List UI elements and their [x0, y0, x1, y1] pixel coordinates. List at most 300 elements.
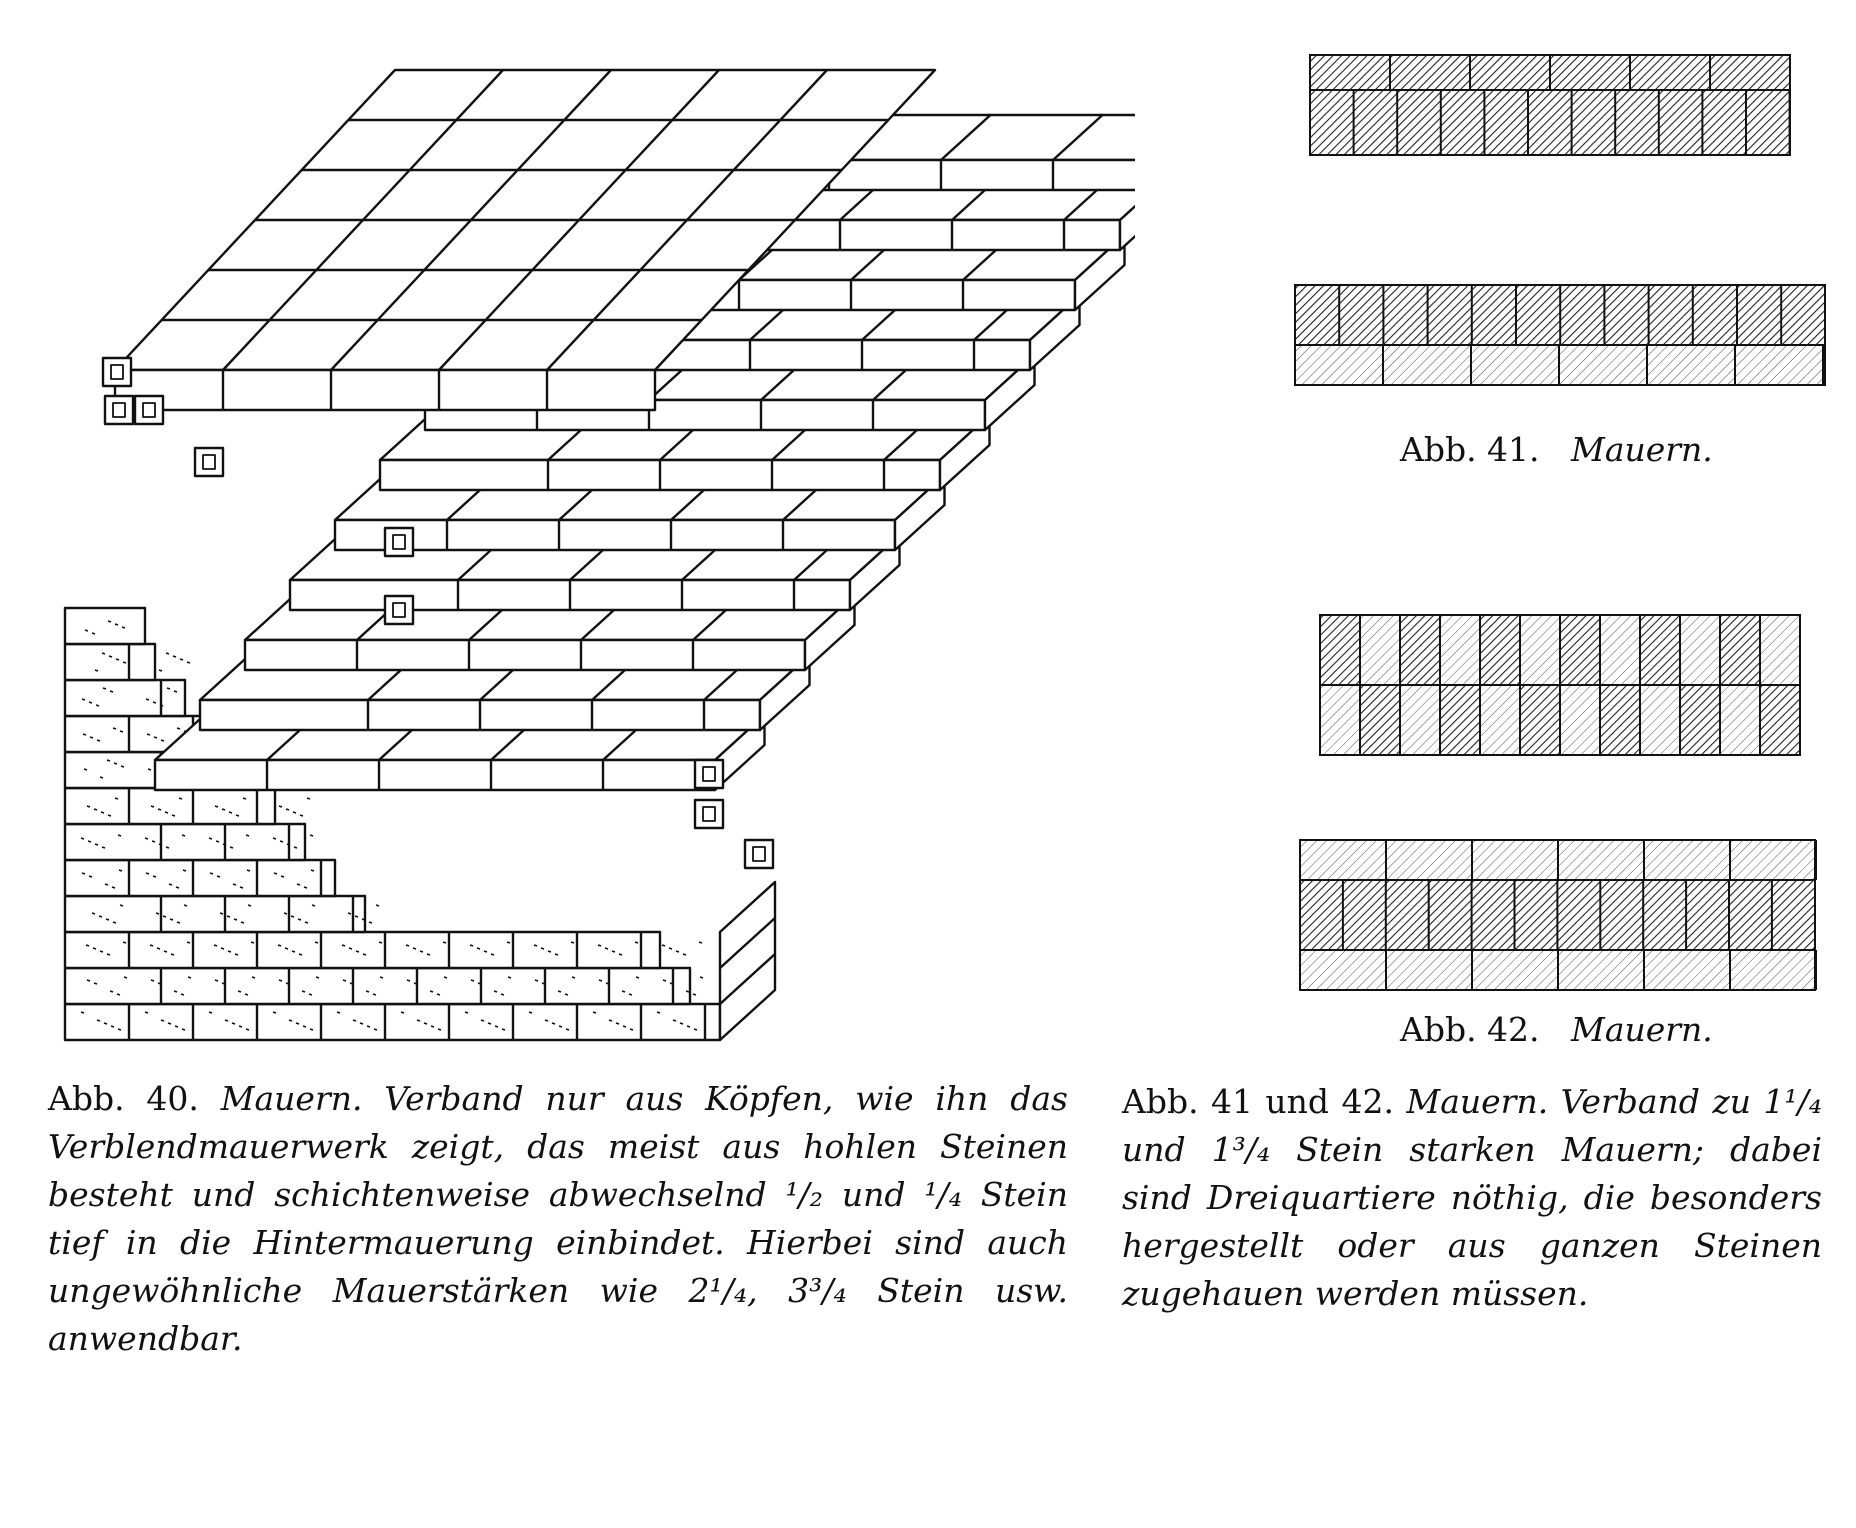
stone-texture — [89, 876, 92, 877]
stone-texture — [122, 627, 125, 628]
caption-figures-41-42 — [1122, 1078, 1822, 1318]
stone-texture — [298, 919, 301, 920]
stone-texture — [112, 887, 115, 888]
stone-texture — [116, 659, 119, 660]
stone-texture — [630, 1029, 633, 1030]
stone-texture — [220, 913, 223, 914]
stone-texture — [657, 1012, 660, 1013]
stone-texture — [484, 951, 487, 952]
stone-texture — [154, 737, 157, 738]
stone-texture — [174, 991, 177, 992]
brick-course — [65, 608, 145, 644]
stone-texture — [593, 1012, 596, 1013]
stone-texture — [700, 977, 703, 978]
stone-texture — [349, 948, 352, 949]
stone-texture — [232, 1023, 235, 1024]
stone-texture — [683, 954, 686, 955]
stone-texture — [151, 806, 154, 807]
stone-texture — [123, 942, 126, 943]
stone-texture — [284, 913, 287, 914]
stone-texture — [279, 806, 282, 807]
stone-texture — [120, 731, 123, 732]
stone-texture — [156, 913, 159, 914]
stone-texture — [417, 1020, 420, 1021]
stone-texture — [310, 1029, 313, 1030]
stone-texture — [230, 847, 233, 848]
stone-texture — [114, 763, 117, 764]
stone-texture — [373, 994, 376, 995]
stone-texture — [229, 812, 232, 813]
stone-texture — [443, 942, 446, 943]
stone-texture — [124, 977, 127, 978]
caption-body: Mauern. Verband zu 1¹/₄ und 1³/₄ Stein starken Mauern; dabei sind Dreiquartiere nöthig, die besonders hergestellt oder aus ganzen Steinen zugehauen werden müssen. — [1122, 1082, 1822, 1313]
stone-texture — [414, 983, 417, 984]
stone-texture — [95, 844, 98, 845]
stone-texture — [158, 983, 161, 984]
stone-texture — [150, 945, 153, 946]
stone-texture — [673, 1020, 676, 1021]
stone-texture — [209, 1012, 212, 1013]
figure-number: Abb. 41. — [1400, 430, 1540, 469]
brick-row — [65, 932, 660, 968]
stone-texture — [233, 884, 236, 885]
stone-texture — [299, 954, 302, 955]
stone-texture — [278, 945, 281, 946]
stone-texture — [444, 977, 447, 978]
stone-texture — [606, 983, 609, 984]
stone-texture — [303, 1026, 306, 1027]
stone-texture — [379, 942, 382, 943]
stone-texture — [87, 806, 90, 807]
stone-texture — [113, 922, 116, 923]
figure-title: Mauern. — [1571, 430, 1713, 469]
stone-texture — [236, 815, 239, 816]
stone-texture — [97, 1020, 100, 1021]
stone-texture — [147, 734, 150, 735]
stone-texture — [251, 942, 254, 943]
stone-texture — [172, 815, 175, 816]
stone-texture — [176, 887, 179, 888]
stone-texture — [300, 815, 303, 816]
stone-texture — [616, 1023, 619, 1024]
hollow-stone-head — [745, 840, 773, 868]
stone-texture — [153, 876, 156, 877]
stone-texture — [312, 905, 315, 906]
stone-texture — [246, 1029, 249, 1030]
stone-texture — [166, 653, 169, 654]
stone-texture — [316, 977, 319, 978]
hollow-stone-head — [135, 396, 163, 424]
stone-texture — [102, 653, 105, 654]
stone-texture — [145, 838, 148, 839]
brick-row — [65, 896, 365, 932]
brick-row — [65, 608, 145, 644]
stone-texture — [465, 1012, 468, 1013]
stone-texture — [110, 991, 113, 992]
stone-texture — [227, 916, 230, 917]
stone-texture — [360, 1023, 363, 1024]
stone-texture — [180, 659, 183, 660]
stone-texture — [348, 913, 351, 914]
stone-texture — [82, 873, 85, 874]
stone-texture — [215, 980, 218, 981]
stone-texture — [281, 876, 284, 877]
stone-texture — [471, 980, 474, 981]
stone-texture — [622, 991, 625, 992]
stone-texture — [217, 876, 220, 877]
stone-texture — [488, 1023, 491, 1024]
stone-texture — [247, 870, 250, 871]
stone-texture — [623, 1026, 626, 1027]
stone-texture — [81, 1012, 84, 1013]
stone-texture — [669, 948, 672, 949]
stone-texture — [286, 983, 289, 984]
course-front-face — [155, 760, 715, 790]
stone-texture — [228, 951, 231, 952]
stone-texture — [85, 630, 88, 631]
stone-texture — [92, 633, 95, 634]
stone-texture — [406, 945, 409, 946]
stone-texture — [541, 948, 544, 949]
stone-texture — [431, 1026, 434, 1027]
stone-texture — [94, 809, 97, 810]
stone-texture — [241, 922, 244, 923]
plan-strip-2 — [1295, 285, 1825, 385]
stone-texture — [376, 905, 379, 906]
stone-texture — [209, 838, 212, 839]
stone-texture — [225, 1020, 228, 1021]
stone-texture — [304, 887, 307, 888]
stone-texture — [100, 777, 103, 778]
stone-texture — [305, 922, 308, 923]
wall-plan-diagram-41 — [1270, 50, 1830, 450]
stone-texture — [159, 844, 162, 845]
stone-texture — [430, 991, 433, 992]
stone-texture — [115, 798, 118, 799]
stone-texture — [558, 991, 561, 992]
stone-texture — [101, 812, 104, 813]
stone-texture — [420, 951, 423, 952]
stone-texture — [292, 951, 295, 952]
stone-texture — [110, 691, 113, 692]
stone-texture — [215, 806, 218, 807]
plan-strip-3 — [1320, 615, 1800, 755]
stone-texture — [534, 945, 537, 946]
hollow-stone-head — [195, 448, 223, 476]
stone-texture — [234, 919, 237, 920]
stone-texture — [103, 688, 106, 689]
stone-texture — [118, 1029, 121, 1030]
hollow-stone-head — [105, 396, 133, 424]
stone-texture — [297, 884, 300, 885]
stone-texture — [286, 809, 289, 810]
stone-texture — [94, 983, 97, 984]
stone-texture — [366, 991, 369, 992]
stone-texture — [111, 1026, 114, 1027]
stone-texture — [566, 1029, 569, 1030]
stone-texture — [676, 951, 679, 952]
figure-title: Mauern. — [1571, 1010, 1713, 1049]
stone-texture — [246, 835, 249, 836]
stone-texture — [309, 994, 312, 995]
hollow-stone-head — [695, 800, 723, 828]
stone-texture — [96, 705, 99, 706]
brick-row — [65, 968, 690, 1004]
stone-texture — [555, 954, 558, 955]
figure-label-41 — [1400, 430, 1713, 469]
stone-texture — [289, 1020, 292, 1021]
stone-texture — [222, 809, 225, 810]
stone-texture — [670, 983, 673, 984]
stone-texture — [353, 1020, 356, 1021]
stone-texture — [501, 994, 504, 995]
stone-texture — [151, 980, 154, 981]
stone-texture — [92, 913, 95, 914]
stone-texture — [170, 919, 173, 920]
stone-texture — [89, 702, 92, 703]
stone-texture — [279, 980, 282, 981]
stone-texture — [177, 728, 180, 729]
caption-figure-40 — [48, 1075, 1068, 1363]
stone-texture — [243, 798, 246, 799]
stone-texture — [182, 835, 185, 836]
stone-texture — [274, 873, 277, 874]
stone-texture — [152, 841, 155, 842]
stone-texture — [107, 954, 110, 955]
stone-texture — [552, 1023, 555, 1024]
stone-texture — [158, 809, 161, 810]
stone-texture — [285, 948, 288, 949]
caption-lead: Abb. 41 und 42. — [1122, 1082, 1394, 1121]
stone-texture — [287, 844, 290, 845]
stone-texture — [369, 922, 372, 923]
stone-texture — [619, 954, 622, 955]
brick-row — [65, 1004, 720, 1040]
stone-texture — [680, 1023, 683, 1024]
stone-texture — [494, 991, 497, 992]
stone-texture — [605, 948, 608, 949]
stone-texture — [223, 844, 226, 845]
wall-plan-diagram-42 — [1270, 600, 1830, 1020]
stone-texture — [572, 977, 575, 978]
brick-course — [65, 968, 703, 1004]
stone-texture — [119, 870, 122, 871]
stone-texture — [221, 948, 224, 949]
stone-texture — [438, 1029, 441, 1030]
stone-texture — [187, 662, 190, 663]
stone-texture — [310, 835, 313, 836]
brick-row — [65, 824, 305, 860]
brick-row — [65, 680, 185, 716]
stone-texture — [165, 812, 168, 813]
stone-texture — [97, 740, 100, 741]
hollow-stone-head — [103, 358, 131, 386]
stone-texture — [502, 1029, 505, 1030]
stone-texture — [123, 662, 126, 663]
stone-texture — [401, 1012, 404, 1013]
stone-texture — [115, 624, 118, 625]
stone-texture — [240, 887, 243, 888]
stone-texture — [380, 977, 383, 978]
stone-texture — [343, 980, 346, 981]
stone-texture — [548, 951, 551, 952]
stone-texture — [311, 870, 314, 871]
stone-texture — [413, 948, 416, 949]
stone-texture — [636, 977, 639, 978]
stone-texture — [612, 951, 615, 952]
stone-texture — [177, 922, 180, 923]
stone-texture — [175, 1026, 178, 1027]
stone-texture — [117, 994, 120, 995]
brick-course — [65, 788, 310, 824]
stone-texture — [183, 870, 186, 871]
brick-wall-isometric-drawing — [55, 40, 1135, 1070]
stone-texture — [293, 812, 296, 813]
stone-texture — [437, 994, 440, 995]
stone-texture — [535, 980, 538, 981]
stone-texture — [307, 798, 310, 799]
stone-texture — [214, 945, 217, 946]
stone-texture — [507, 942, 510, 943]
stone-texture — [216, 841, 219, 842]
stone-texture — [245, 994, 248, 995]
stone-texture — [481, 1020, 484, 1021]
stone-texture — [374, 1029, 377, 1030]
caption-lead: Abb. 40. — [48, 1079, 199, 1118]
stone-texture — [108, 815, 111, 816]
stone-texture — [164, 951, 167, 952]
stone-texture — [210, 873, 213, 874]
stone-texture — [174, 691, 177, 692]
stone-texture — [90, 737, 93, 738]
stone-texture — [291, 916, 294, 917]
top-slab-front — [115, 370, 655, 410]
stone-texture — [120, 905, 123, 906]
stone-texture — [238, 991, 241, 992]
stone-texture — [687, 1026, 690, 1027]
course-front-face — [335, 520, 895, 550]
stone-texture — [478, 983, 481, 984]
stone-texture — [179, 798, 182, 799]
stone-texture — [95, 670, 98, 671]
stone-texture — [86, 945, 89, 946]
stone-texture — [337, 1012, 340, 1013]
stone-texture — [109, 656, 112, 657]
stone-texture — [273, 1012, 276, 1013]
stone-texture — [599, 980, 602, 981]
stone-texture — [105, 884, 108, 885]
stone-texture — [181, 994, 184, 995]
stone-texture — [609, 1020, 612, 1021]
stone-texture — [693, 994, 696, 995]
stone-texture — [187, 942, 190, 943]
stone-texture — [88, 841, 91, 842]
stone-texture — [159, 670, 162, 671]
stone-texture — [280, 841, 283, 842]
stone-texture — [424, 1023, 427, 1024]
stone-texture — [81, 838, 84, 839]
stone-texture — [252, 977, 255, 978]
stone-texture — [146, 699, 149, 700]
brick-row — [65, 644, 155, 680]
stone-texture — [559, 1026, 562, 1027]
stone-texture — [173, 656, 176, 657]
stone-texture — [342, 945, 345, 946]
stone-texture — [407, 980, 410, 981]
stone-texture — [169, 884, 172, 885]
stone-texture — [99, 916, 102, 917]
stone-texture — [248, 905, 251, 906]
stone-texture — [542, 983, 545, 984]
stone-texture — [157, 948, 160, 949]
stone-texture — [145, 1012, 148, 1013]
stone-texture — [163, 916, 166, 917]
stone-texture — [106, 919, 109, 920]
stone-texture — [168, 1023, 171, 1024]
stone-texture — [161, 740, 164, 741]
plan-strip-4 — [1300, 840, 1816, 990]
hollow-stone-head — [695, 760, 723, 788]
stone-texture — [363, 954, 366, 955]
stone-texture — [629, 994, 632, 995]
stone-texture — [146, 873, 149, 874]
stone-texture — [167, 688, 170, 689]
brick-course — [65, 644, 190, 680]
hollow-stone-head — [385, 596, 413, 624]
stone-texture — [188, 977, 191, 978]
stone-texture — [694, 1029, 697, 1030]
stone-texture — [182, 1029, 185, 1030]
stone-texture — [100, 951, 103, 952]
stone-texture — [153, 702, 156, 703]
stone-texture — [686, 991, 689, 992]
hollow-stone-head — [385, 528, 413, 556]
stone-texture — [508, 977, 511, 978]
stone-texture — [296, 1023, 299, 1024]
stone-texture — [118, 835, 121, 836]
stone-texture — [315, 942, 318, 943]
plan-strip-1 — [1310, 55, 1790, 155]
stone-texture — [356, 951, 359, 952]
stone-texture — [635, 942, 638, 943]
stone-texture — [160, 705, 163, 706]
figure-label-42 — [1400, 1010, 1713, 1049]
stone-texture — [107, 760, 110, 761]
brick-course — [65, 1004, 720, 1040]
stone-texture — [495, 1026, 498, 1027]
stone-texture — [104, 1023, 107, 1024]
stone-texture — [662, 945, 665, 946]
stone-texture — [148, 769, 151, 770]
stone-texture — [477, 948, 480, 949]
stone-texture — [294, 847, 297, 848]
brick-course — [65, 932, 702, 968]
brick-course — [65, 680, 185, 716]
stone-texture — [367, 1026, 370, 1027]
stone-texture — [113, 728, 116, 729]
stone-texture — [235, 954, 238, 955]
stone-texture — [355, 916, 358, 917]
stone-texture — [545, 1020, 548, 1021]
stone-texture — [491, 954, 494, 955]
stone-texture — [121, 766, 124, 767]
brick-course — [65, 860, 335, 896]
brick-course — [65, 896, 379, 932]
stone-texture — [565, 994, 568, 995]
stone-texture — [302, 991, 305, 992]
brick-row — [65, 860, 335, 896]
stone-texture — [350, 983, 353, 984]
